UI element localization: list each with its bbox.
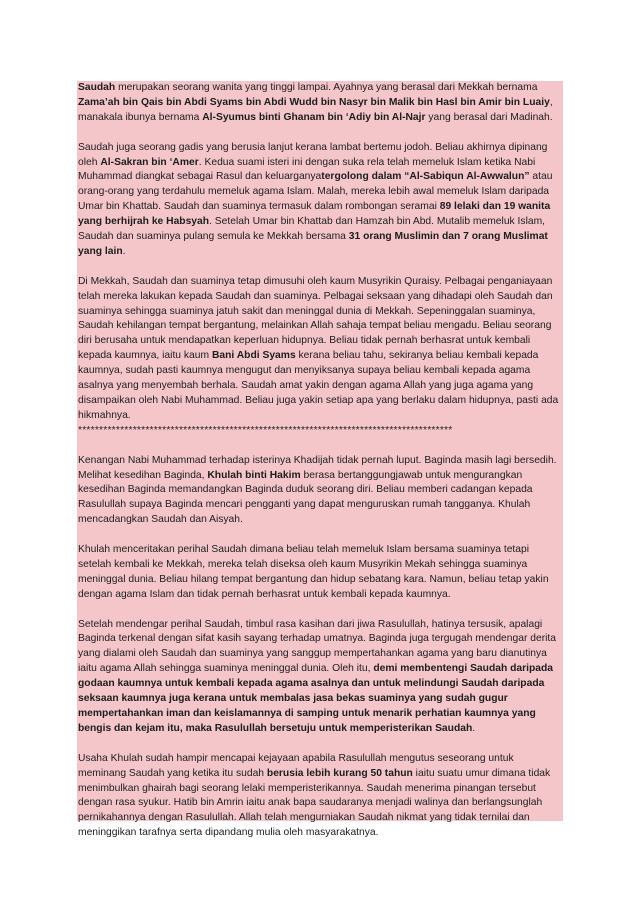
bold-text: Bani Abdi Syams (211, 350, 296, 362)
document-page (77, 81, 563, 839)
text-run: Di Mekkah, Saudah dan suaminya tetap dimusuhi oleh kaum Musyrikin Quraisy. Pelbagai penganiayaan telah mereka lakukan kepada Saudah dan suaminya. Pelbagai seksaan yang dihadapi oleh Saudah dan suaminya sehingga suaminya jatuh sakit dan meninggal dunia di Mekkah. Sepeninggalan suaminya, Saudah kehilangan tempat bergantung, melainkan Allah sahaja tempat beliau mengadu. Beliau seorang diri berusaha untuk mendapatkan keperluan hidupnya. Beliau tidak pernah berhasrat untuk kembali kepada kaumnya, iaitu kaum (78, 275, 553, 362)
bold-text: 31 orang Muslimin dan 7 orang Muslimat yang lain (78, 231, 548, 257)
bold-text: Khulah binti Hakim (207, 469, 301, 481)
text-run: kerana beliau tahu, sekiranya beliau kembali kepada kaumnya, sudah pasti kaumnya mengugut dan menyiksanya supaya beliau kembali kepada agama asalnya yang menyembah berhala. Saudah amat yakin dengan agama Allah yang juga agama yang disampaikan oleh Nabi Muhammad. Beliau juga yakin setiap apa yang berlaku dalam hidupnya, pasti ada hikmahnya. (78, 350, 559, 421)
bold-text: demi membentengi Saudah daripada godaan kaumnya untuk kembali kepada agama asalnya dan untuk melindungi Saudah daripada seksaan kaumnya juga kerana untuk membalas jasa bekas suaminya yang sudah gugur mempertahankan iman dan keislamannya di samping untuk menarik perhatian kaumnya yang bengis dan kejam itu, maka Rasulullah bersetuju untuk memperisterikan Saudah (78, 663, 554, 734)
bold-text: Zama’ah bin Qais bin Abdi Syams bin Abdi Wudd bin Nasyr bin Malik bin Hasl bin Amir bin Luaiy (78, 96, 550, 108)
paragraph (77, 543, 563, 603)
text-run: Usaha Khulah sudah hampir mencapai kejayaan apabila Rasulullah mengutus seseorang untuk meminang Saudah yang ketika itu sudah (78, 752, 514, 779)
paragraph (77, 141, 563, 260)
asterisk-divider: ***************************************************************************************** (78, 424, 453, 436)
paragraph (77, 454, 563, 529)
bold-text: Al-Syumus binti Ghanam bin ‘Adiy bin Al-Najr (202, 111, 426, 123)
text-run: berasa bertanggungjawab untuk mengurangkan kesedihan Baginda memandangkan Baginda duduk seorang diri. Beliau memberi cadangan kepada Rasulullah supaya Baginda mencari pengganti yang dapat menguruskan rumah tangganya. Khulah mencadangkan Saudah dan Aisyah. (78, 469, 533, 526)
text-run: , manakala ibunya bernama (78, 96, 553, 123)
text-run: Khulah menceritakan perihal Saudah dimana beliau telah memeluk Islam bersama suaminya tetapi setelah kembali ke Mekkah, mereka telah diseksa oleh kaum Musyrikin Mekah sehingga suaminya meninggal dunia. Beliau hilang tempat bergantung dan hidup sebatang kara. Namun, beliau tetap yakin dengan agama Islam dan tidak pernah berhasrat untuk kembali kepada kaumnya. (78, 544, 549, 600)
bold-text: Al-Sakran bin ‘Amer (100, 156, 199, 168)
bold-text: 89 lelaki dan 19 wanita yang berhijrah ke Habsyah (78, 201, 551, 228)
text-run: . Setelah Umar bin Khattab dan Hamzah bin Abd. Mutalib memeluk Islam, Saudah dan suaminya pulang semula ke Mekkah bersama (78, 216, 546, 243)
text-run: Setelah mendengar perihal Saudah, timbul rasa kasihan dari jiwa Rasulullah, hatinya tersusik, apalagi Baginda terkenal dengan sifat kasih sayang terhadap umatnya. Baginda juga tergugah mendengar derita yang dialami oleh Saudah dan suaminya yang sanggup mempertahankan agama yang baru dianutinya iaitu agama Allah sehingga suaminya meninggal dunia. Oleh itu, (78, 618, 556, 675)
paragraph (77, 752, 563, 841)
text-run: . (122, 245, 126, 257)
paragraph (77, 81, 563, 126)
text-run: . (472, 722, 476, 734)
text-run: Saudah juga seorang gadis yang berusia lanjut kerana lambat bertemu jodoh. Beliau akhirnya dipinang oleh (78, 141, 548, 168)
bold-text: Saudah (78, 82, 116, 93)
text-run: merupakan seorang wanita yang tinggi lampai. Ayahnya yang berasal dari Mekkah bernama (115, 82, 538, 93)
text-run: yang berasal dari Madinah. (425, 111, 553, 123)
paragraph (77, 618, 563, 737)
text-run: . Kedua suami isteri ini dengan suka rela telah memeluk Islam ketika Nabi Muhammad diangkat sebagai Rasul dan keluarganya (78, 156, 536, 183)
paragraph (77, 275, 563, 424)
text-run: Kenangan Nabi Muhammad terhadap isterinya Khadijah tidak pernah luput. Baginda masih lagi bersedih. Melihat kesedihan Baginda, (78, 454, 557, 481)
text-run: iaitu suatu umur dimana tidak menimbulkan ghairah bagi seorang lelaki memperisterikannya. Saudah menerima pinangan tersebut dengan rasa syukur. Hatib bin Amrin iaitu anak bapa saudaranya menjadi walinya dan berlangsunglah pernikahannya dengan Rasulullah. Allah telah mengurniakan Saudah nikmat yang tidak ternilai dan meninggikan tarafnya serta dipandang mulia oleh masyarakatnya. (78, 767, 551, 839)
text-run: atau orang-orang yang terdahulu memeluk agama Islam. Malah, mereka lebih awal memeluk Islam daripada Umar bin Khattab. Saudah dan suaminya termasuk dalam rombongan seramai (78, 171, 553, 213)
bold-text: berusia lebih kurang 50 tahun (266, 767, 413, 779)
bold-text: tergolong dalam “Al-Sabiqun Al-Awwalun” (321, 171, 530, 183)
